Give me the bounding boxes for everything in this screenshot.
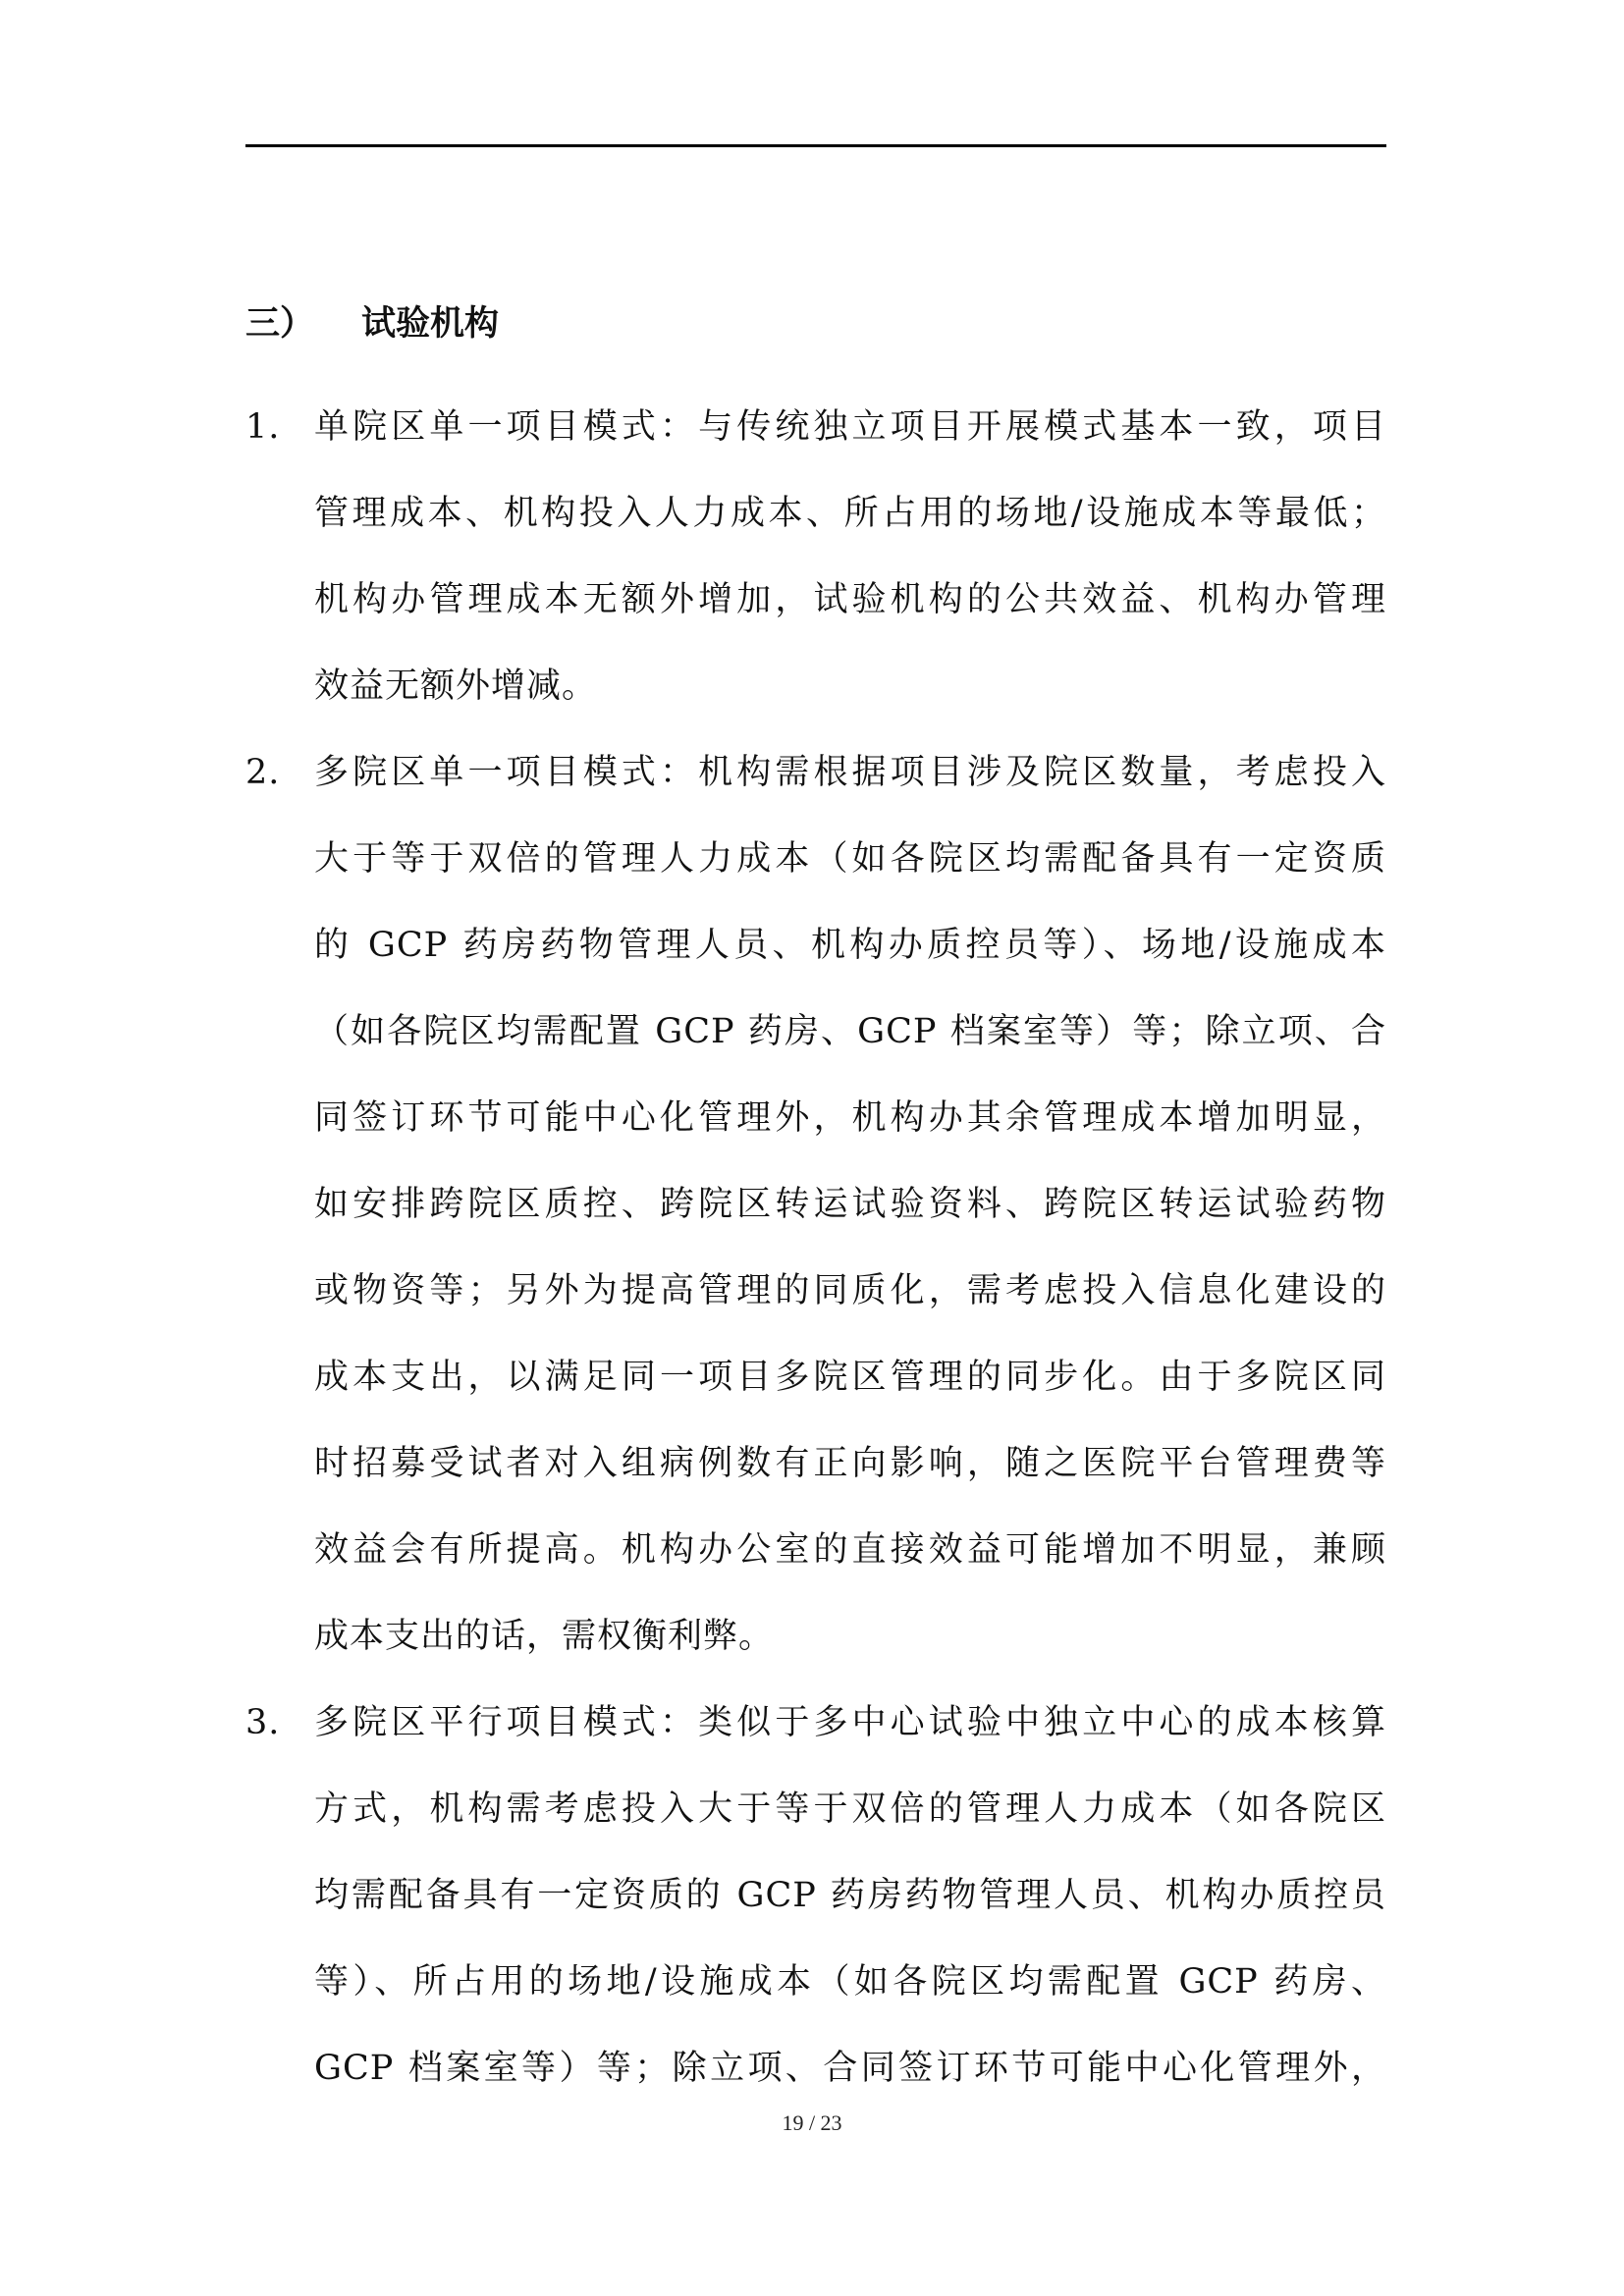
list-item-marker: 2. <box>245 753 281 792</box>
paragraph-line: 或物资等；另外为提高管理的同质化，需考虑投入信息化建设的 <box>314 1271 1386 1310</box>
paragraph-line: （如各院区均需配置 GCP 药房、GCP 档案室等）等；除立项、合 <box>314 1012 1386 1051</box>
paragraph-line: 大于等于双倍的管理人力成本（如各院区均需配备具有一定资质 <box>314 839 1386 879</box>
paragraph-line: 同签订环节可能中心化管理外，机构办其余管理成本增加明显， <box>314 1098 1386 1138</box>
list-item-marker: 3. <box>245 1703 281 1742</box>
paragraph-line: 多院区平行项目模式：类似于多中心试验中独立中心的成本核算 <box>314 1703 1386 1742</box>
section-heading <box>245 299 499 348</box>
paragraph-line: 时招募受试者对入组病例数有正向影响，随之医院平台管理费等 <box>314 1444 1386 1483</box>
numbered-list <box>245 384 1386 2111</box>
paragraph-line: 均需配备具有一定资质的 GCP 药房药物管理人员、机构办质控员 <box>314 1876 1386 1915</box>
page-number: 19 / 23 <box>782 2110 842 2135</box>
paragraph-line: 成本支出的话，需权衡利弊。 <box>314 1617 775 1656</box>
paragraph-line: GCP 档案室等）等；除立项、合同签订环节可能中心化管理外， <box>314 2049 1386 2088</box>
paragraph-line: 如安排跨院区质控、跨院区转运试验资料、跨院区转运试验药物 <box>314 1185 1386 1224</box>
list-item-marker: 1. <box>245 407 281 447</box>
list-item-1 <box>245 384 1386 729</box>
section-number: 三） <box>245 304 315 344</box>
header-rule <box>245 144 1386 147</box>
paragraph-line: 成本支出，以满足同一项目多院区管理的同步化。由于多院区同 <box>314 1358 1386 1397</box>
paragraph-line: 的 GCP 药房药物管理人员、机构办质控员等）、场地/设施成本 <box>314 926 1386 965</box>
paragraph-line: 多院区单一项目模式：机构需根据项目涉及院区数量，考虑投入 <box>314 753 1386 792</box>
paragraph-line: 效益无额外增减。 <box>314 667 598 706</box>
list-item-3 <box>245 1680 1386 2111</box>
paragraph-line: 单院区单一项目模式：与传统独立项目开展模式基本一致，项目 <box>314 407 1386 447</box>
section-title: 试验机构 <box>361 304 500 344</box>
paragraph-line: 机构办管理成本无额外增加，试验机构的公共效益、机构办管理 <box>314 580 1386 619</box>
paragraph-line: 等）、所占用的场地/设施成本（如各院区均需配置 GCP 药房、 <box>314 1962 1386 2002</box>
paragraph-line: 效益会有所提高。机构办公室的直接效益可能增加不明显，兼顾 <box>314 1530 1386 1570</box>
list-item-2 <box>245 729 1386 1680</box>
paragraph-line: 管理成本、机构投入人力成本、所占用的场地/设施成本等最低； <box>314 494 1386 533</box>
paragraph-line: 方式，机构需考虑投入大于等于双倍的管理人力成本（如各院区 <box>314 1789 1386 1829</box>
